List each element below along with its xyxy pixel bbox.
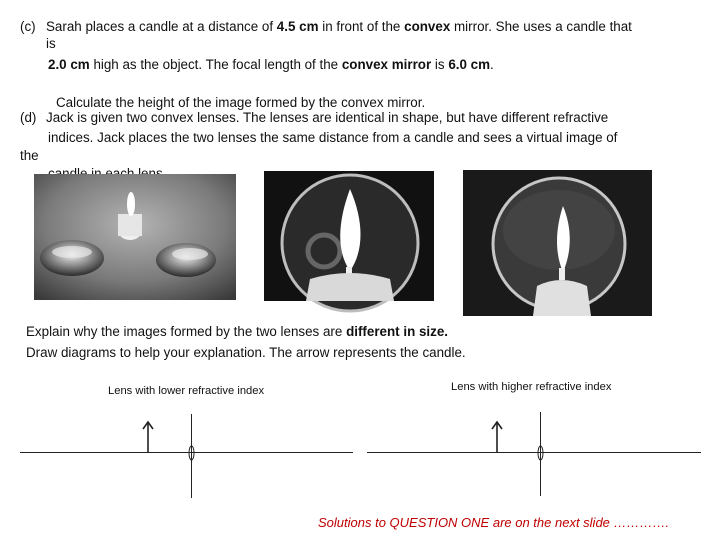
part-d-line-1: Jack is given two convex lenses. The lenses are identical in shape, but have different refractive: [46, 110, 609, 125]
higher-index-label: Lens with higher refractive index: [451, 381, 612, 393]
part-c-line-2: is: [46, 36, 56, 51]
part-c-line-3: 2.0 cm high as the object. The focal length of the convex mirror is 6.0 cm.: [48, 57, 494, 72]
part-d-marker: (d): [20, 110, 37, 125]
left-candle-arrow-icon: [141, 420, 155, 454]
lower-index-label: Lens with lower refractive index: [108, 385, 265, 397]
lenses-photo: [34, 174, 236, 300]
right-lens-icon: [536, 444, 545, 462]
part-c-question: Calculate the height of the image formed by the convex mirror.: [56, 95, 426, 110]
higher-index-lens-photo: [463, 170, 652, 316]
part-d-line-2: indices. Jack places the two lenses the same distance from a candle and sees a virtual image of: [48, 130, 618, 145]
explain-line-1: Explain why the images formed by the two lenses are different in size.: [26, 324, 448, 339]
part-d-line-4: [48, 166, 166, 172]
left-lens-icon: [187, 444, 196, 462]
part-c-line-1: Sarah places a candle at a distance of 4.5 cm in front of the convex mirror. She uses a candle that: [46, 19, 632, 34]
lower-index-lens-photo: [264, 171, 434, 301]
right-candle-arrow-icon: [490, 420, 504, 454]
part-c-marker: (c): [20, 19, 36, 34]
explain-line-2: Draw diagrams to help your explanation. The arrow represents the candle.: [26, 345, 466, 360]
right-principal-axis: [367, 452, 701, 453]
part-d-line-3: the: [20, 148, 39, 163]
solutions-footer: Solutions to QUESTION ONE are on the next slide ………….: [318, 515, 670, 530]
